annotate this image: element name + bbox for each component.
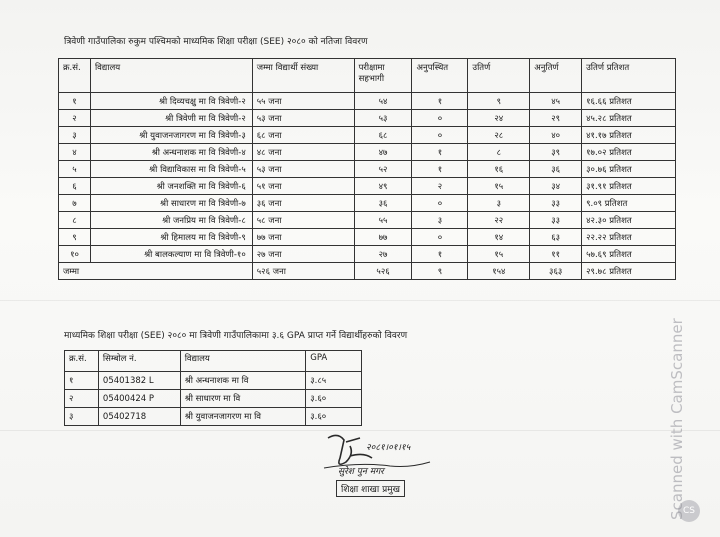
table-row	[59, 127, 676, 144]
table-cell: ७	[59, 195, 91, 212]
table-cell: १५	[468, 246, 530, 263]
table-cell: २७	[354, 246, 412, 263]
table-cell: ६८	[354, 127, 412, 144]
table-cell: श्री जनप्रिय मा वि त्रिवेणी-८	[90, 212, 252, 229]
table-row	[65, 390, 362, 408]
table-cell: ३.८५	[306, 372, 362, 390]
table-cell: ३.६०	[306, 390, 362, 408]
table-cell: २९.७८ प्रतिशत	[582, 263, 676, 280]
table-cell: ०	[412, 110, 468, 127]
table-cell: ५१ जना	[252, 178, 354, 195]
table-cell: ९	[59, 229, 91, 246]
table-cell: ७७	[354, 229, 412, 246]
table-cell: १	[412, 246, 468, 263]
table-cell: ३०.७६ प्रतिशत	[582, 161, 676, 178]
table-cell: ३९	[530, 144, 582, 161]
table-cell: ५५ जना	[252, 93, 354, 110]
table-cell: ४५	[530, 93, 582, 110]
table-cell: ४१.१७ प्रतिशत	[582, 127, 676, 144]
gpa-title: माध्यमिक शिक्षा परीक्षा (SEE) २०८० मा त्रिवेणी गाउँपालिकामा ३.६ GPA प्राप्त गर्ने विद्यार्थीहरुको विवरण	[64, 331, 408, 341]
header-cell: विद्यालय	[90, 59, 252, 93]
signature-date: २०८१।०१।१५	[366, 443, 411, 453]
camscanner-logo-icon: CS	[678, 500, 700, 522]
header-cell: उतिर्ण प्रतिशत	[582, 59, 676, 93]
table-cell: श्री अन्धनाशक मा वि त्रिवेणी-४	[90, 144, 252, 161]
table-cell: २२	[468, 212, 530, 229]
header-cell: परीक्षामा सहभागी	[354, 59, 412, 93]
table-cell: 05400424 P	[98, 390, 180, 408]
table-cell: ५३ जना	[252, 161, 354, 178]
table-cell: १६.६६ प्रतिशत	[582, 93, 676, 110]
table-cell: २	[65, 390, 99, 408]
camscanner-watermark: Scanned with CamScanner	[668, 318, 686, 520]
table-cell: ३	[468, 195, 530, 212]
table-cell: ५५	[354, 212, 412, 229]
table-cell: श्री युवाजनजागरण मा वि त्रिवेणी-३	[90, 127, 252, 144]
table-cell: १	[412, 144, 468, 161]
table-cell: श्री युवाजनजागरण मा वि	[180, 408, 306, 426]
table-row	[65, 372, 362, 390]
table-cell: ५२६ जना	[252, 263, 354, 280]
table-cell: १	[412, 161, 468, 178]
table-cell: २२.२२ प्रतिशत	[582, 229, 676, 246]
table-row	[65, 408, 362, 426]
table-cell: ३	[412, 212, 468, 229]
results-header-row	[59, 59, 676, 93]
table-cell: 05402718	[98, 408, 180, 426]
table-cell: १६	[468, 161, 530, 178]
table-cell: ३३	[530, 212, 582, 229]
table-cell: ५८ जना	[252, 212, 354, 229]
total-row	[59, 263, 676, 280]
table-cell: ३.६०	[306, 408, 362, 426]
table-cell: ५	[59, 161, 91, 178]
table-cell: १५४	[468, 263, 530, 280]
table-cell: ८	[59, 212, 91, 229]
gpa-header-row	[65, 351, 362, 372]
table-cell: ०	[412, 229, 468, 246]
table-cell: श्री साधारण मा वि	[180, 390, 306, 408]
table-row	[59, 195, 676, 212]
table-cell: ९	[412, 263, 468, 280]
table-cell: ३	[65, 408, 99, 426]
table-cell: ३	[59, 127, 91, 144]
table-cell: ५३ जना	[252, 110, 354, 127]
designation-stamp: शिक्षा शाखा प्रमुख	[336, 480, 405, 497]
gpa-table	[64, 350, 362, 426]
table-row	[59, 110, 676, 127]
table-cell: ३६ जना	[252, 195, 354, 212]
table-cell: ११	[530, 246, 582, 263]
table-cell: २९	[530, 110, 582, 127]
header-cell: क्र.सं.	[59, 59, 91, 93]
header-cell: अनुतिर्ण	[530, 59, 582, 93]
table-cell: श्री बालकल्याण मा वि त्रिवेणी-१०	[90, 246, 252, 263]
header-cell: GPA	[306, 351, 362, 372]
table-cell: २८	[468, 127, 530, 144]
paper-fold-line	[0, 300, 720, 301]
table-cell: १	[59, 93, 91, 110]
table-cell: जम्मा	[59, 263, 253, 280]
table-row	[59, 212, 676, 229]
table-cell: ०	[412, 195, 468, 212]
header-cell: अनुपस्थित	[412, 59, 468, 93]
table-cell: १४	[468, 229, 530, 246]
table-row	[59, 229, 676, 246]
table-cell: २४	[468, 110, 530, 127]
table-cell: श्री जनशक्ति मा वि त्रिवेणी-६	[90, 178, 252, 195]
table-cell: ४०	[530, 127, 582, 144]
table-row	[59, 144, 676, 161]
table-cell: ५२६	[354, 263, 412, 280]
table-cell: श्री अन्धनाशक मा वि	[180, 372, 306, 390]
table-cell: ४९	[354, 178, 412, 195]
table-cell: ५७.६९ प्रतिशत	[582, 246, 676, 263]
table-cell: ६८ जना	[252, 127, 354, 144]
table-cell: ४	[59, 144, 91, 161]
table-cell: श्री दिव्यचक्षु मा वि त्रिवेणी-२	[90, 93, 252, 110]
signature-name: सुरेश पुन मगर	[338, 467, 384, 477]
table-cell: ४७	[354, 144, 412, 161]
table-row	[59, 93, 676, 110]
table-cell: १	[412, 93, 468, 110]
table-cell: श्री हिमालय मा वि त्रिवेणी-९	[90, 229, 252, 246]
table-row	[59, 246, 676, 263]
table-cell: ४८ जना	[252, 144, 354, 161]
table-cell: ५३	[354, 110, 412, 127]
header-cell: क्र.सं.	[65, 351, 99, 372]
table-cell: ३१.९१ प्रतिशत	[582, 178, 676, 195]
table-cell: १५	[468, 178, 530, 195]
table-cell: ६३	[530, 229, 582, 246]
table-cell: २	[59, 110, 91, 127]
table-row	[59, 161, 676, 178]
table-cell: श्री विद्याविकास मा वि त्रिवेणी-५	[90, 161, 252, 178]
table-cell: २	[412, 178, 468, 195]
table-cell: ६	[59, 178, 91, 195]
table-cell: श्री साधारण मा वि त्रिवेणी-७	[90, 195, 252, 212]
table-cell: ५२	[354, 161, 412, 178]
table-cell: ३६३	[530, 263, 582, 280]
table-row	[59, 178, 676, 195]
table-cell: ९	[468, 93, 530, 110]
header-cell: सिम्बोल नं.	[98, 351, 180, 372]
table-cell: ०	[412, 127, 468, 144]
table-cell: ७७ जना	[252, 229, 354, 246]
header-cell: उतिर्ण	[468, 59, 530, 93]
header-cell: जम्मा विद्यार्थी संख्या	[252, 59, 354, 93]
table-cell: ४५.२८ प्रतिशत	[582, 110, 676, 127]
results-title: त्रिवेणी गाउँपालिका रुकुम पश्चिमको माध्यमिक शिक्षा परीक्षा (SEE) २०८० को नतिजा विवरण	[64, 37, 368, 47]
table-cell: २७ जना	[252, 246, 354, 263]
table-cell: १	[65, 372, 99, 390]
table-cell: १७.०२ प्रतिशत	[582, 144, 676, 161]
table-cell: ५४	[354, 93, 412, 110]
table-cell: ३३	[530, 195, 582, 212]
table-cell: 05401382 L	[98, 372, 180, 390]
results-table	[58, 58, 676, 280]
table-cell: ८	[468, 144, 530, 161]
table-cell: ३६	[354, 195, 412, 212]
signature-scribble-icon	[320, 428, 440, 488]
table-cell: श्री त्रिवेणी मा वि त्रिवेणी-२	[90, 110, 252, 127]
table-cell: १०	[59, 246, 91, 263]
table-cell: ९.०९ प्रतिशत	[582, 195, 676, 212]
signature	[320, 428, 440, 488]
table-cell: ३६	[530, 161, 582, 178]
table-cell: ४२.३० प्रतिशत	[582, 212, 676, 229]
table-cell: ३४	[530, 178, 582, 195]
header-cell: विद्यालय	[180, 351, 306, 372]
